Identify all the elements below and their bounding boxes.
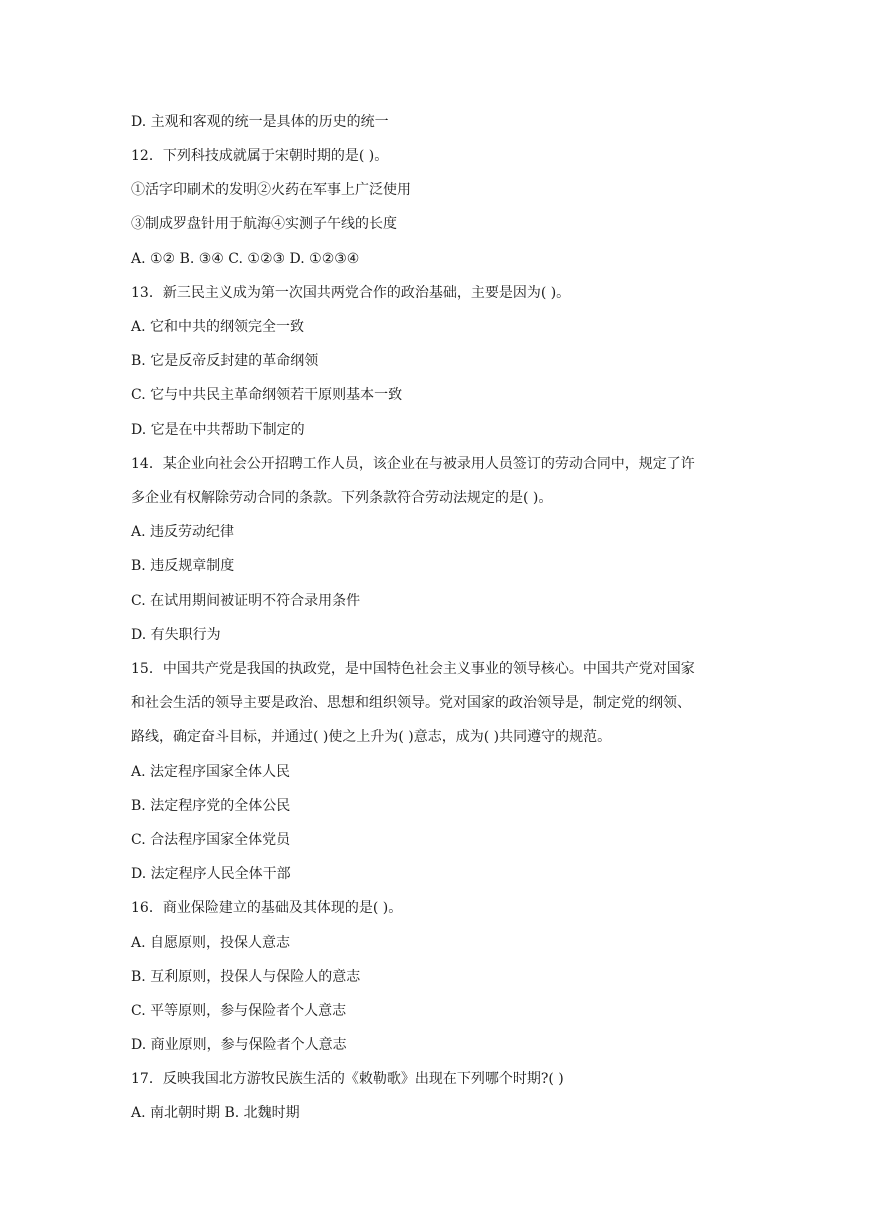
option-line: C. 在试用期间被证明不符合录用条件 — [131, 593, 361, 609]
question-16-stem: 16．商业保险建立的基础及其体现的是( )。 — [131, 900, 403, 916]
option-line: A. 自愿原则，投保人意志 — [131, 935, 291, 951]
option-line: B. 互利原则，投保人与保险人的意志 — [131, 969, 361, 985]
option-line: D. 商业原则，参与保险者个人意志 — [131, 1037, 347, 1053]
question-12-item-line: ③制成罗盘针用于航海④实测子午线的长度 — [131, 216, 397, 232]
option-line: C. 平等原则，参与保险者个人意志 — [131, 1003, 347, 1019]
question-15-stem: 路线，确定奋斗目标，并通过( )使之上升为( )意志，成为( )共同遵守的规范。 — [131, 729, 612, 745]
question-12-stem: 12．下列科技成就属于宋朝时期的是( )。 — [131, 148, 389, 164]
question-14-stem: 多企业有权解除劳动合同的条款。下列条款符合劳动法规定的是( )。 — [131, 490, 553, 506]
option-line: D. 主观和客观的统一是具体的历史的统一 — [131, 114, 389, 130]
question-15-stem: 15．中国共产党是我国的执政党，是中国特色社会主义事业的领导核心。中国共产党对国家 — [131, 661, 695, 677]
option-line: B. 违反规章制度 — [131, 558, 235, 574]
question-12-options: A. ①② B. ③④ C. ①②③ D. ①②③④ — [131, 251, 360, 267]
question-13-stem: 13．新三民主义成为第一次国共两党合作的政治基础，主要是因为( )。 — [131, 285, 571, 301]
option-line: D. 它是在中共帮助下制定的 — [131, 422, 305, 438]
option-line: C. 它与中共民主革命纲领若干原则基本一致 — [131, 387, 403, 403]
option-line: A. 违反劳动纪律 — [131, 524, 235, 540]
question-14-stem: 14．某企业向社会公开招聘工作人员，该企业在与被录用人员签订的劳动合同中，规定了许 — [131, 456, 695, 472]
question-17-options: A. 南北朝时期 B. 北魏时期 — [131, 1105, 300, 1121]
question-12-item-line: ①活字印刷术的发明②火药在军事上广泛使用 — [131, 182, 411, 198]
option-line: C. 合法程序国家全体党员 — [131, 832, 291, 848]
option-line: A. 法定程序国家全体人民 — [131, 764, 291, 780]
option-line: D. 法定程序人民全体干部 — [131, 866, 291, 882]
question-15-stem: 和社会生活的领导主要是政治、思想和组织领导。党对国家的政治领导是，制定党的纲领、 — [131, 695, 691, 711]
option-line: B. 它是反帝反封建的革命纲领 — [131, 353, 319, 369]
option-line: B. 法定程序党的全体公民 — [131, 798, 291, 814]
option-line: D. 有失职行为 — [131, 627, 221, 643]
question-17-stem: 17．反映我国北方游牧民族生活的《敕勒歌》出现在下列哪个时期?( ) — [131, 1071, 564, 1087]
option-line: A. 它和中共的纲领完全一致 — [131, 319, 305, 335]
